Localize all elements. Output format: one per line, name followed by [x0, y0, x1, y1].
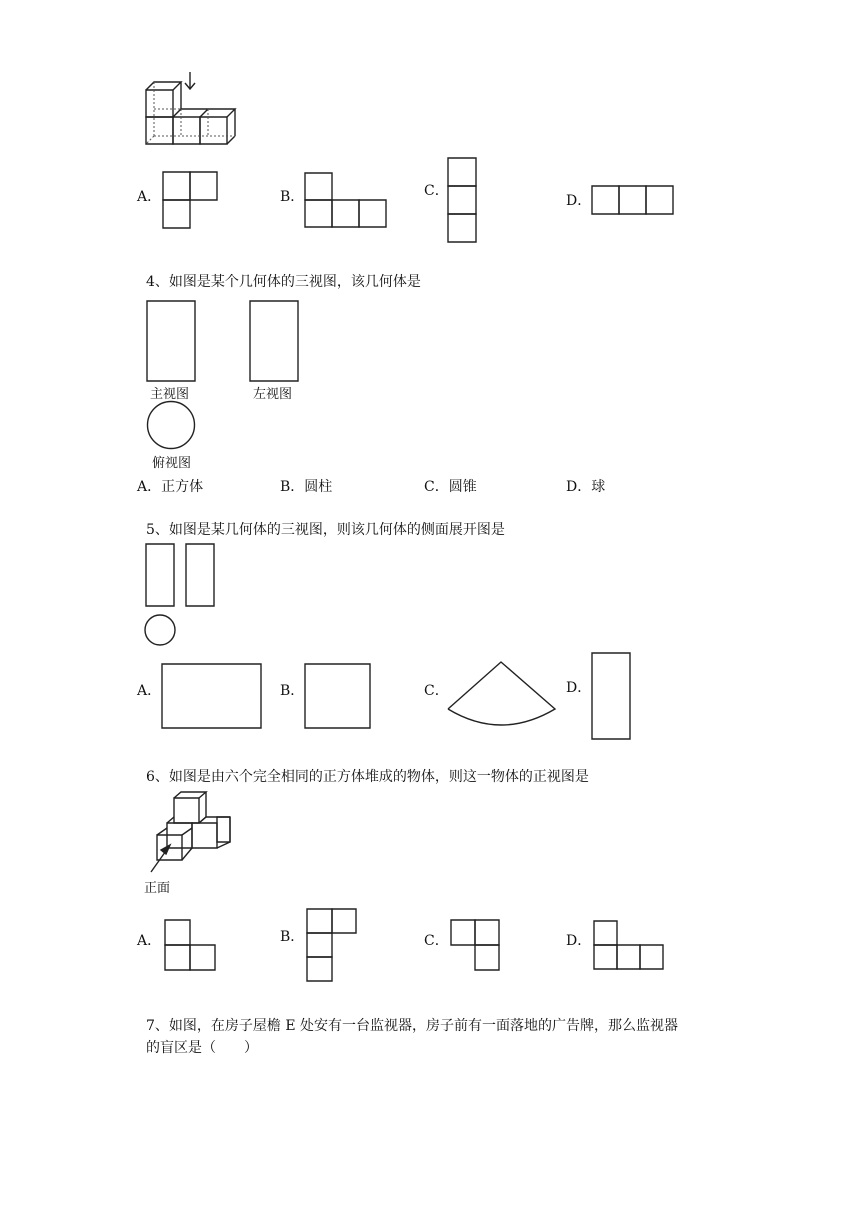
q5-option-d-figure [591, 652, 631, 740]
q6-option-d-figure [593, 920, 665, 970]
q5-option-b-label: B． [280, 683, 305, 699]
q5-option-b-figure [304, 663, 371, 729]
q3-option-d-label: D． [566, 193, 592, 209]
q7-question-line-2: 的盲区是（ ） [146, 1040, 258, 1056]
q6-option-a-figure [164, 919, 216, 971]
q6-option-a-label: A． [137, 933, 162, 949]
q4-option-c: C．圆锥 [424, 479, 477, 495]
q4-front-view [146, 300, 196, 382]
q3-option-b-figure [304, 172, 388, 228]
q6-option-b-label: B． [280, 929, 305, 945]
q3-option-a-figure [162, 171, 218, 229]
q6-option-c-figure [450, 919, 500, 971]
q5-option-c-figure [446, 660, 558, 730]
q4-question-text: 4、如图是某个几何体的三视图，该几何体是 [146, 274, 421, 290]
q6-front-caption: 正面 [144, 881, 171, 896]
q5-option-a-figure [161, 663, 262, 729]
q6-cube-stack-figure [146, 790, 236, 882]
q4-left-view-caption: 左视图 [253, 387, 293, 402]
q4-front-view-caption: 主视图 [150, 387, 190, 402]
q3-cube-stack-figure [136, 68, 248, 150]
q4-option-d: D．球 [566, 479, 606, 495]
q6-option-b-figure [306, 908, 358, 982]
q4-top-view [146, 401, 198, 451]
q6-question-text: 6、如图是由六个完全相同的正方体堆成的物体，则这一物体的正视图是 [146, 769, 589, 785]
q3-option-a-label: A． [137, 189, 162, 205]
q3-option-d-figure [591, 185, 675, 215]
q3-option-c-figure [447, 157, 477, 243]
q6-option-d-label: D． [566, 933, 592, 949]
q4-option-a: A．正方体 [137, 479, 204, 495]
q5-question-text: 5、如图是某几何体的三视图，则该几何体的侧面展开图是 [146, 522, 505, 538]
q6-option-c-label: C． [424, 933, 449, 949]
q5-option-a-label: A． [137, 683, 162, 699]
q5-option-d-label: D． [566, 680, 592, 696]
q7-question-line-1: 7、如图，在房子屋檐 E 处安有一台监视器，房子前有一面落地的广告牌，那么监视器 [146, 1018, 679, 1034]
q5-top-view [144, 614, 178, 648]
q3-option-c-label: C． [424, 183, 449, 199]
q5-front-view [145, 543, 175, 607]
q4-top-view-caption: 俯视图 [152, 456, 192, 471]
q5-left-view [185, 543, 215, 607]
q4-option-b: B．圆柱 [280, 479, 333, 495]
q5-option-c-label: C． [424, 683, 449, 699]
q4-left-view [249, 300, 299, 382]
q3-option-b-label: B． [280, 189, 305, 205]
